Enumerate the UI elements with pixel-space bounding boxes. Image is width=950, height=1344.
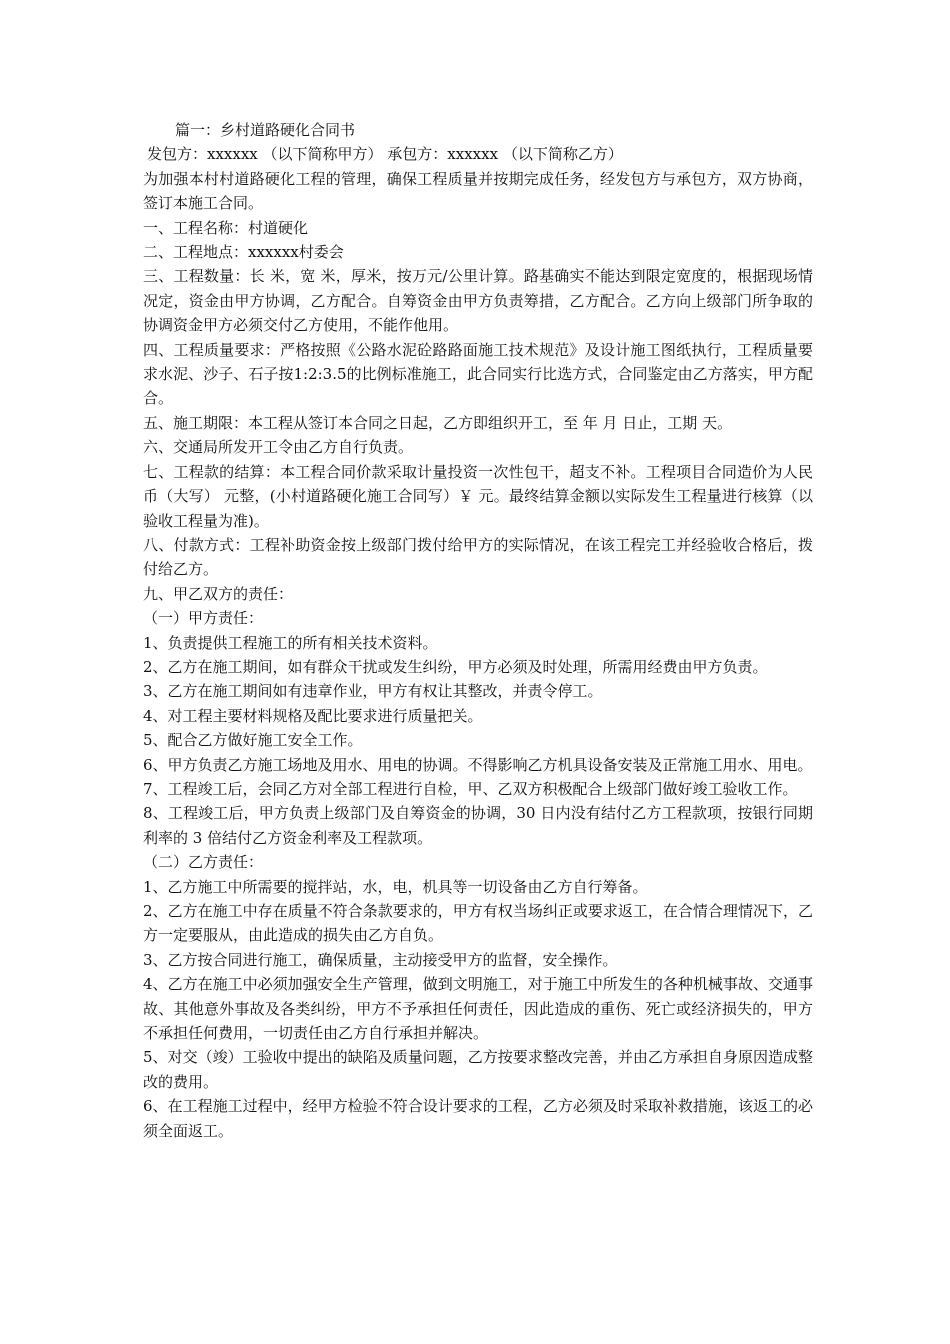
contract-paragraph: 为加强本村村道路硬化工程的管理，确保工程质量并按期完成任务，经发包方与承包方，双方协商，签订本施工合同。 — [143, 169, 813, 213]
contract-paragraph: 3、乙方在施工期间如有违章作业，甲方有权让其整改，并责令停工。 — [143, 682, 603, 701]
contract-paragraph: 四、工程质量要求：严格按照《公路水泥砼路路面施工技术规范》及设计施工图纸执行，工程质量要求水泥、沙子、石子按1:2:3.5的比例标准施工，此合同实行比选方式，合同鉴定由乙方落实，甲方配合。 — [143, 340, 813, 408]
contract-paragraph: 7、工程竣工后，会同乙方对全部工程进行自检，甲、乙双方积极配合上级部门做好竣工验收工作。 — [143, 779, 798, 798]
contract-paragraph: 5、配合乙方做好施工安全工作。 — [143, 731, 363, 750]
contract-paragraph: 6、甲方负责乙方施工场地及用水、用电的协调。不得影响乙方机具设备安装及正常施工用水、用电。 — [143, 755, 813, 774]
contract-paragraph: 4、乙方在施工中必须加强安全生产管理，做到文明施工，对于施工中所发生的各种机械事故、交通事故、其他意外事故及各类纠纷，甲方不予承担任何责任，因此造成的重伤、死亡或经济损失的，甲方不承担任何费用，一切责任由乙方自行承担并解决。 — [143, 975, 813, 1043]
contract-paragraph: 5、对交（竣）工验收中提出的缺陷及质量问题，乙方按要求整改完善，并由乙方承担自身原因造成整改的费用。 — [143, 1048, 813, 1091]
contract-paragraph: 2、乙方在施工期间，如有群众干扰或发生纠纷，甲方必须及时处理，所需用经费由甲方负责。 — [143, 657, 768, 676]
contract-paragraph: 七、工程款的结算：本工程合同价款采取计量投资一次性包干，超支不补。工程项目合同造价为人民币（大写） 元整，(小村道路硬化施工合同写）￥ 元。最终结算金额以实际发生工程量进行核算（以验收工程量为准)。 — [143, 462, 813, 530]
contract-body — [143, 167, 813, 1143]
contract-paragraph: 1、乙方施工中所需要的搅拌站，水，电，机具等一切设备由乙方自行筹备。 — [143, 877, 648, 896]
contract-paragraph: 1、负责提供工程施工的所有相关技术资料。 — [143, 633, 438, 652]
contract-paragraph: （一）甲方责任： — [143, 609, 264, 628]
contract-paragraph: （二）乙方责任： — [143, 853, 264, 872]
contract-paragraph: 一、工程名称：村道硬化 — [143, 218, 309, 237]
contract-parties: 发包方：xxxxxx （以下简称甲方） 承包方：xxxxxx （以下简称乙方） — [147, 145, 623, 164]
contract-paragraph: 五、施工期限：本工程从签订本合同之日起，乙方即组织开工，至 年 月 日止，工期 天。 — [143, 413, 733, 432]
contract-paragraph: 二、工程地点：xxxxxx村委会 — [143, 243, 344, 262]
document-title: 篇一：乡村道路硬化合同书 — [175, 121, 356, 139]
contract-paragraph: 3、乙方按合同进行施工，确保质量，主动接受甲方的监督，安全操作。 — [143, 950, 618, 969]
contract-paragraph: 六、交通局所发开工令由乙方自行负责。 — [143, 438, 414, 457]
contract-paragraph: 6、在工程施工过程中，经甲方检验不符合设计要求的工程，乙方必须及时采取补救措施，该返工的必须全面返工。 — [143, 1097, 813, 1140]
contract-paragraph: 九、甲乙双方的责任： — [143, 584, 294, 603]
contract-paragraph: 8、工程竣工后，甲方负责上级部门及自筹资金的协调，30 日内没有结付乙方工程款项，按银行同期利率的 3 倍结付乙方资金利率及工程款项。 — [143, 804, 813, 847]
contract-paragraph: 三、工程数量：长 米，宽 米，厚米，按万元/公里计算。路基确实不能达到限定宽度的，根据现场情况定，资金由甲方协调，乙方配合。自筹资金由甲方负责筹措，乙方配合。乙方向上级部门所争取的协调资金甲方必须交付乙方使用，不能作他用。 — [143, 267, 813, 335]
contract-paragraph: 2、乙方在施工中存在质量不符合条款要求的，甲方有权当场纠正或要求返工，在合情合理情况下，乙方一定要服从，由此造成的损失由乙方自负。 — [143, 902, 813, 945]
contract-document — [143, 118, 813, 1143]
contract-paragraph: 八、付款方式：工程补助资金按上级部门拨付给甲方的实际情况，在该工程完工并经验收合格后，拨付给乙方。 — [143, 535, 813, 579]
contract-paragraph: 4、对工程主要材料规格及配比要求进行质量把关。 — [143, 706, 483, 725]
